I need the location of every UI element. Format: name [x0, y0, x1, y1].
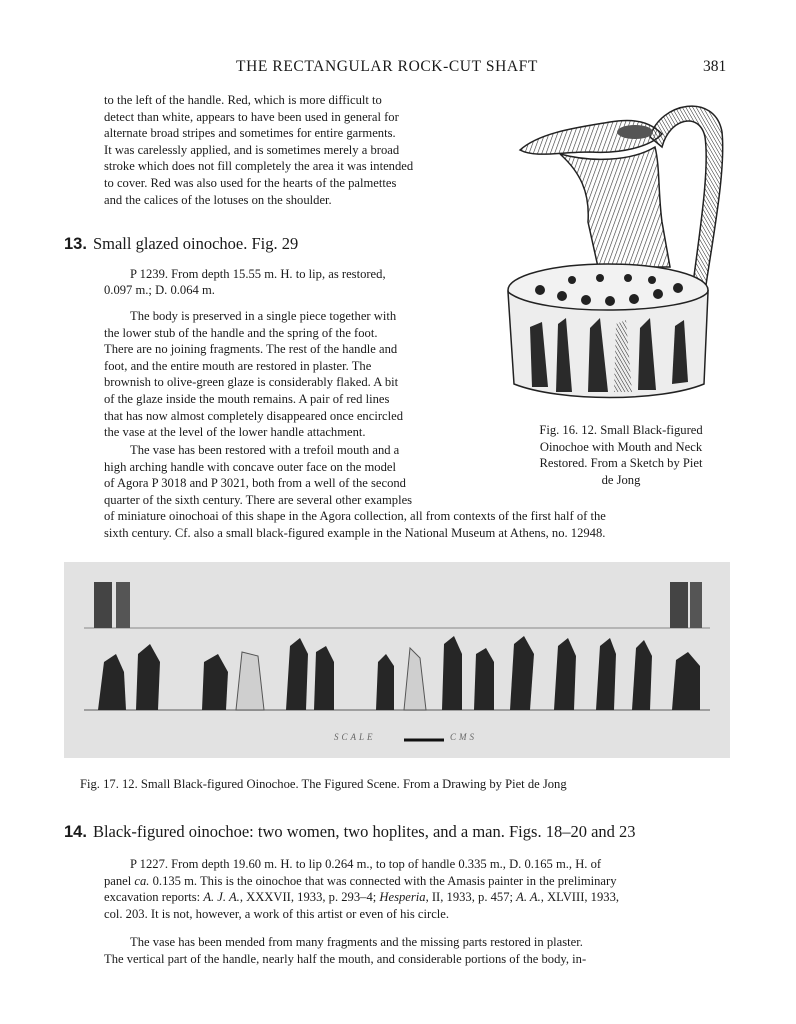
text-line: and the calices of the lotuses on the shoulder. — [104, 192, 332, 207]
text-line: to cover. Red was also used for the hearts of the palmettes — [104, 175, 397, 190]
text-line — [104, 873, 730, 890]
text-span: , XLVIII, 1933, — [540, 890, 620, 905]
fig-17-caption: Fig. 17. 12. Small Black-figured Oinochoe. The Figured Scene. From a Drawing by Piet de Jong — [80, 777, 567, 791]
entry-13-details — [130, 266, 486, 283]
entry-13-body-1 — [104, 308, 486, 441]
text-line: The vase has been restored with a trefoil mouth and a — [130, 443, 400, 457]
text-span: 0.135 m. This is the oinochoe that was connected with the Amasis painter in the preliminary — [149, 873, 617, 888]
intro-paragraph — [104, 92, 486, 208]
text-span: ca. — [134, 873, 150, 888]
entry-14-heading — [64, 822, 636, 842]
text-line: detect than white, appears to have been used in general for — [104, 109, 399, 124]
text-line: high arching handle with concave outer face on the model — [104, 459, 396, 474]
entry-13-heading — [64, 234, 298, 254]
caption-line: Restored. From a Sketch by Piet — [539, 456, 703, 471]
text-line: alternate broad stripes and sometimes for entire garments. — [104, 126, 396, 141]
text-line: There are no joining fragments. The rest of the handle and — [104, 342, 398, 357]
entry-14-number: 14. — [64, 823, 87, 841]
text-line: the lower stub of the handle and the spring of the foot. — [104, 325, 378, 340]
scale-unit-label: CMS — [450, 732, 477, 742]
caption-line: de Jong — [601, 472, 641, 487]
text-line: quarter of the sixth century. There are several other examples — [104, 492, 413, 507]
text-line: P 1239. From depth 15.55 m. H. to lip, as restored, — [130, 267, 386, 281]
entry-14-title: Black-figured oinochoe: two women, two hoplites, and a man. Figs. 18–20 and 23 — [92, 822, 636, 841]
text-line: The body is preserved in a single piece together with — [130, 309, 397, 323]
text-line: P 1227. From depth 19.60 m. H. to lip 0.264 m., to top of handle 0.335 m., D. 0.165 m., H. of — [130, 857, 602, 871]
text-line: It was carelessly applied, and is sometimes merely a broad — [104, 142, 400, 157]
text-line: sixth century. Cf. also a small black-figured example in the National Museum at Athens, no. 12948. — [104, 525, 606, 540]
text-line: foot, and the entire mouth are restored in plaster. The — [104, 358, 372, 373]
text-line: of miniature oinochoai of this shape in the Agora collection, all from contexts of the first half of the — [104, 509, 606, 523]
text-span: panel — [104, 873, 135, 888]
figured-scene-drawing — [64, 562, 730, 758]
fig-16-caption — [512, 422, 730, 488]
entry-13-details-cont — [104, 282, 486, 299]
text-line: brownish to olive-green glaze is considerably flaked. A bit — [104, 375, 399, 390]
text-line: 0.097 m.; D. 0.064 m. — [104, 283, 215, 297]
text-line: of the glaze inside the mouth remains. A pair of red lines — [104, 391, 390, 406]
text-line: stroke which does not fill completely the area it was intended — [104, 159, 414, 174]
text-line: The vertical part of the handle, nearly half the mouth, and considerable portions of the body, in- — [104, 951, 587, 966]
entry-14-details — [104, 856, 730, 922]
page-number: 381 — [703, 58, 727, 75]
caption-line: Oinochoe with Mouth and Neck — [539, 439, 703, 454]
oinochoe-illustration — [500, 92, 724, 410]
entry-13-title: Small glazed oinochoe. Fig. 29 — [92, 234, 299, 253]
entry-13-body-2-wide — [104, 508, 730, 541]
caption-line: Fig. 16. 12. Small Black-figured — [539, 423, 703, 437]
text-span: A. A. — [516, 890, 541, 905]
text-line: The vase has been mended from many fragments and the missing parts restored in plaster. — [130, 935, 583, 949]
text-line: col. 203. It is not, however, a work of this artist or even of his circle. — [104, 906, 450, 921]
text-span: , XXXVII, 1933, p. 293–4; — [239, 890, 380, 905]
text-span: A. J. A. — [203, 890, 240, 905]
running-title: THE RECTANGULAR ROCK-CUT SHAFT — [236, 58, 538, 75]
text-span: Hesperia — [379, 890, 426, 905]
text-line: of Agora P 3018 and P 3021, both from a well of the second — [104, 476, 406, 491]
entry-14-body — [104, 934, 730, 967]
text-span: excavation reports: — [104, 890, 204, 905]
text-span: , II, 1933, p. 457; — [425, 890, 517, 905]
entry-13-number: 13. — [64, 235, 87, 253]
scale-label: SCALE — [334, 732, 376, 742]
frieze-art — [64, 562, 730, 758]
text-line — [104, 889, 730, 906]
text-line: the vase at the level of the lower handle attachment. — [104, 425, 366, 440]
entry-13-body-2 — [104, 442, 486, 508]
text-line: that has now almost completely disappeared once encircled — [104, 408, 403, 423]
text-line: to the left of the handle. Red, which is more difficult to — [104, 93, 382, 107]
